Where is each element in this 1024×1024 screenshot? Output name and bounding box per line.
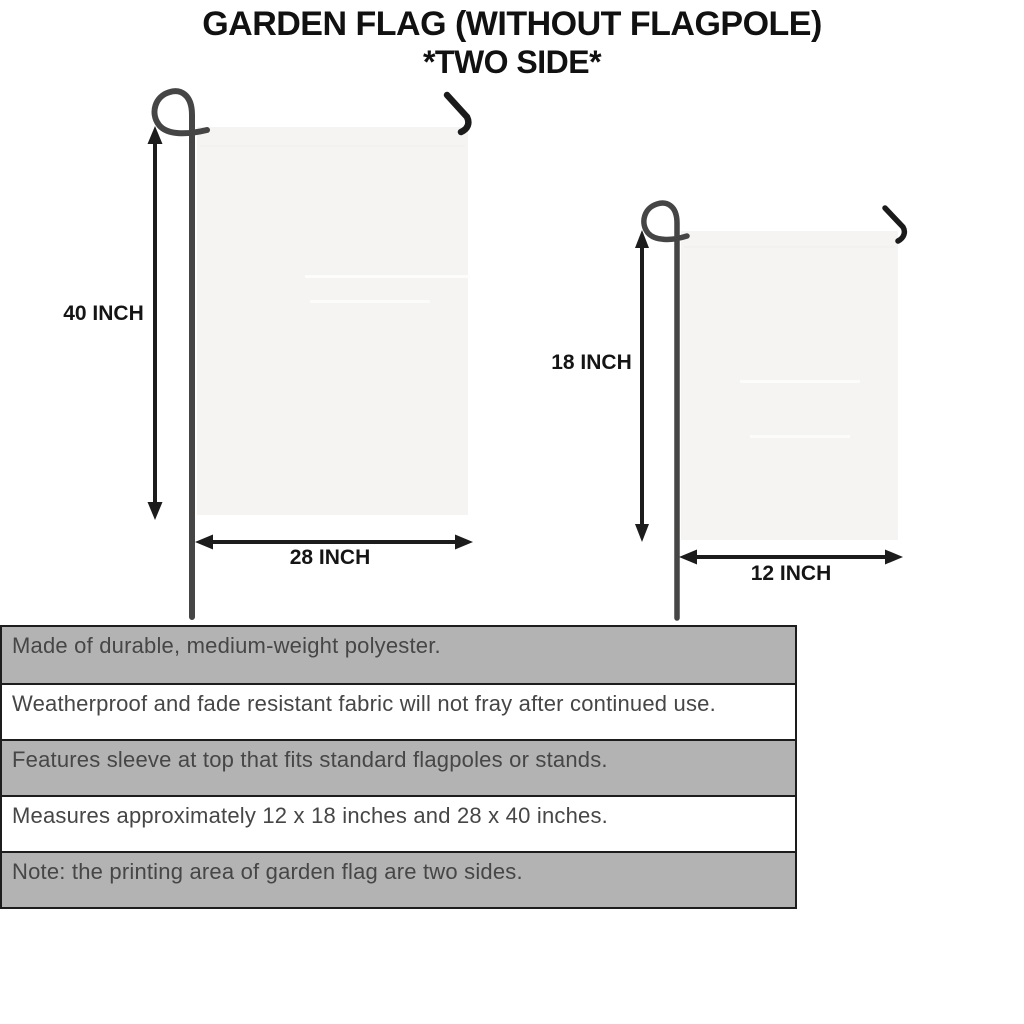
small-flag-graphic bbox=[560, 195, 960, 625]
title-block bbox=[0, 4, 1024, 80]
feature-row-measures bbox=[2, 795, 795, 851]
large-flag-graphic bbox=[60, 85, 520, 620]
small-flag-width-label: 12 INCH bbox=[750, 562, 832, 585]
feature-row-material bbox=[2, 627, 795, 683]
feature-text: Made of durable, medium-weight polyester. bbox=[12, 633, 441, 658]
feature-text: Features sleeve at top that fits standard flagpoles or stands. bbox=[12, 747, 608, 772]
pole-hook-icon bbox=[447, 95, 468, 132]
features-table bbox=[0, 625, 797, 909]
page-subtitle: *TWO SIDE* bbox=[422, 44, 602, 80]
feature-text: Weatherproof and fade resistant fabric will not fray after continued use. bbox=[12, 691, 716, 716]
sleeve-seam bbox=[684, 246, 895, 248]
feature-row-sleeve bbox=[2, 739, 795, 795]
wrinkle-highlight bbox=[310, 300, 430, 303]
small-flag-diagram bbox=[551, 195, 960, 625]
wrinkle-highlight bbox=[750, 435, 850, 438]
large-flag-width-label: 28 INCH bbox=[289, 546, 371, 569]
large-flag-diagram bbox=[60, 85, 520, 620]
wrinkle-highlight bbox=[740, 380, 860, 383]
large-flag-height-label: 40 INCH bbox=[63, 302, 144, 325]
small-flag-height-label: 18 INCH bbox=[551, 351, 632, 374]
flagpole bbox=[644, 203, 687, 618]
feature-text: Measures approximately 12 x 18 inches and 28 x 40 inches. bbox=[12, 803, 608, 828]
flag-canvas bbox=[681, 231, 898, 540]
wrinkle-highlight bbox=[305, 275, 470, 278]
page-title: GARDEN FLAG (WITHOUT FLAGPOLE) bbox=[202, 5, 822, 43]
feature-row-weatherproof bbox=[2, 683, 795, 739]
sleeve-seam bbox=[200, 145, 465, 147]
flag-canvas bbox=[197, 127, 468, 515]
feature-text: Note: the printing area of garden flag are two sides. bbox=[12, 859, 523, 884]
height-arrow bbox=[635, 230, 649, 542]
feature-row-note bbox=[2, 851, 795, 907]
